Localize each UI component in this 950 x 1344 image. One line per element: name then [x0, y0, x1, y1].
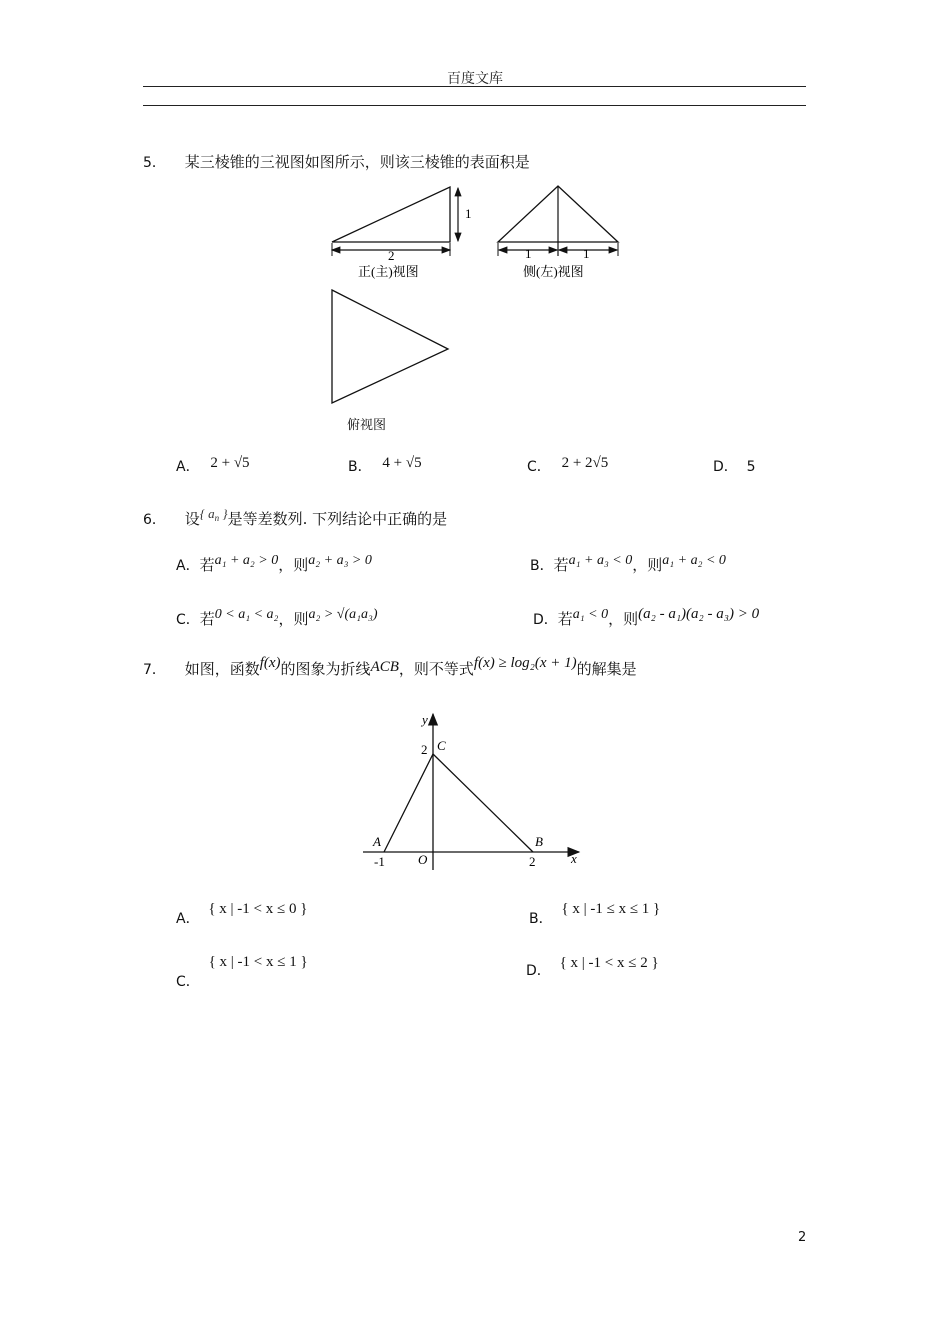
- front-view-label: 正(主)视图: [358, 264, 419, 279]
- q5-option-a: [176, 456, 250, 477]
- dim-side-left-label: 1: [525, 246, 532, 261]
- point-c-label: C: [437, 738, 446, 753]
- option-letter: D．: [533, 612, 558, 628]
- option-letter: C．: [527, 459, 551, 475]
- side-view: [498, 186, 618, 279]
- sequence-symbol: [200, 506, 228, 521]
- option-letter: D．: [526, 963, 551, 979]
- polyline-acb-graph: [384, 754, 533, 852]
- option-letter: A．: [176, 911, 200, 927]
- q5-option-d: [713, 456, 755, 477]
- question-text: 某三棱锥的三视图如图所示，则该三棱锥的表面积是: [184, 153, 530, 171]
- q5-option-b: [348, 456, 422, 477]
- option-condition: a₁ + a₂ > 0: [214, 553, 279, 568]
- q6-option-d: [533, 606, 760, 631]
- q7-option-d: [526, 955, 659, 981]
- option-then: ，则: [278, 556, 309, 574]
- option-text: { x | -1 < x ≤ 0 }: [208, 901, 308, 917]
- question-number: 6．: [143, 512, 166, 528]
- seq-sub: n: [214, 513, 220, 523]
- option-text: { x | -1 < x ≤ 2 }: [559, 955, 659, 971]
- seq-close: }: [219, 506, 228, 521]
- option-letter: D．: [713, 459, 738, 475]
- three-view-figure: [320, 178, 630, 418]
- seq-a: { a: [199, 506, 215, 521]
- question-text: 的解集是: [576, 660, 637, 678]
- option-letter: B．: [348, 459, 372, 475]
- question-7-stem: [143, 655, 637, 680]
- option-then: ，则: [608, 610, 639, 628]
- dim-height-label: 1: [465, 206, 472, 221]
- page-header-title: 百度文库: [447, 71, 503, 87]
- question-6-stem: [143, 506, 448, 534]
- option-letter: B．: [529, 911, 553, 927]
- point-b-label: B: [535, 834, 543, 849]
- dim-side-right-label: 1: [583, 246, 590, 261]
- option-letter: C．: [176, 974, 200, 990]
- option-letter: A．: [176, 558, 200, 574]
- q7-option-b: [529, 901, 661, 929]
- question-number: 7．: [143, 662, 166, 678]
- option-text: { x | -1 < x ≤ 1 }: [208, 954, 308, 970]
- option-letter: B．: [530, 558, 554, 574]
- y-axis-label: y: [422, 712, 428, 727]
- question-text: 如图，函数: [184, 660, 260, 678]
- q5-option-c: [527, 456, 608, 477]
- option-if: 若: [557, 610, 573, 628]
- header-rule-bottom: [143, 105, 806, 106]
- option-if: 若: [553, 556, 569, 574]
- option-text: 5: [746, 459, 756, 475]
- x-tick-2: 2: [529, 854, 536, 869]
- option-result: a₂ > √(a₁a₃): [308, 607, 378, 622]
- question-number: 5．: [143, 155, 166, 171]
- option-if: 若: [199, 610, 215, 628]
- function-fx: f(x): [259, 655, 281, 671]
- option-then: ，则: [278, 610, 309, 628]
- side-view-label: 侧(左)视图: [523, 264, 584, 279]
- option-letter: A．: [176, 459, 200, 475]
- q7-option-c: [176, 954, 308, 992]
- option-condition: 0 < a₁ < a₂: [214, 607, 279, 622]
- front-view: [332, 187, 472, 279]
- question-text: 设: [184, 510, 200, 528]
- top-view-label: 俯视图: [347, 418, 387, 433]
- y-tick-2: 2: [421, 742, 428, 757]
- function-graph: [355, 708, 595, 878]
- q6-option-c: [176, 609, 378, 631]
- option-text: 2 + √5: [210, 455, 250, 471]
- question-text: ，则不等式: [398, 660, 474, 678]
- option-result: a₁ + a₂ < 0: [662, 553, 726, 568]
- x-axis-label: x: [571, 851, 577, 866]
- option-condition: a₁ + a₃ < 0: [568, 553, 633, 568]
- origin-label: O: [418, 852, 428, 867]
- point-a-label: A: [373, 834, 381, 849]
- option-text: { x | -1 ≤ x ≤ 1 }: [561, 901, 661, 917]
- page-number: 2: [798, 1230, 807, 1245]
- option-result: a₂ + a₃ > 0: [308, 553, 372, 568]
- option-text: 2 + 2√5: [561, 455, 609, 471]
- q6-option-a: [176, 555, 372, 577]
- dim-front-base-label: 2: [388, 248, 395, 263]
- question-text-rest: 是等差数列. 下列结论中正确的是: [227, 510, 448, 528]
- option-then: ，则: [632, 556, 663, 574]
- polyline-acb: ACB: [370, 659, 399, 675]
- option-result: (a₂ - a₁)(a₂ - a₃) > 0: [638, 606, 760, 622]
- option-text: 4 + √5: [382, 455, 422, 471]
- q6-option-b: [530, 555, 726, 577]
- option-condition: a₁ < 0: [572, 607, 609, 622]
- option-letter: C．: [176, 612, 200, 628]
- x-tick-neg1: -1: [374, 854, 385, 869]
- inequality: f(x) ≥ log₂(x + 1): [473, 655, 577, 671]
- question-text: 的图象为折线: [280, 660, 371, 678]
- top-view: [332, 290, 448, 403]
- option-if: 若: [199, 556, 215, 574]
- question-5-stem: [143, 152, 530, 173]
- q7-option-a: [176, 901, 308, 929]
- header-rule-top: [143, 86, 806, 87]
